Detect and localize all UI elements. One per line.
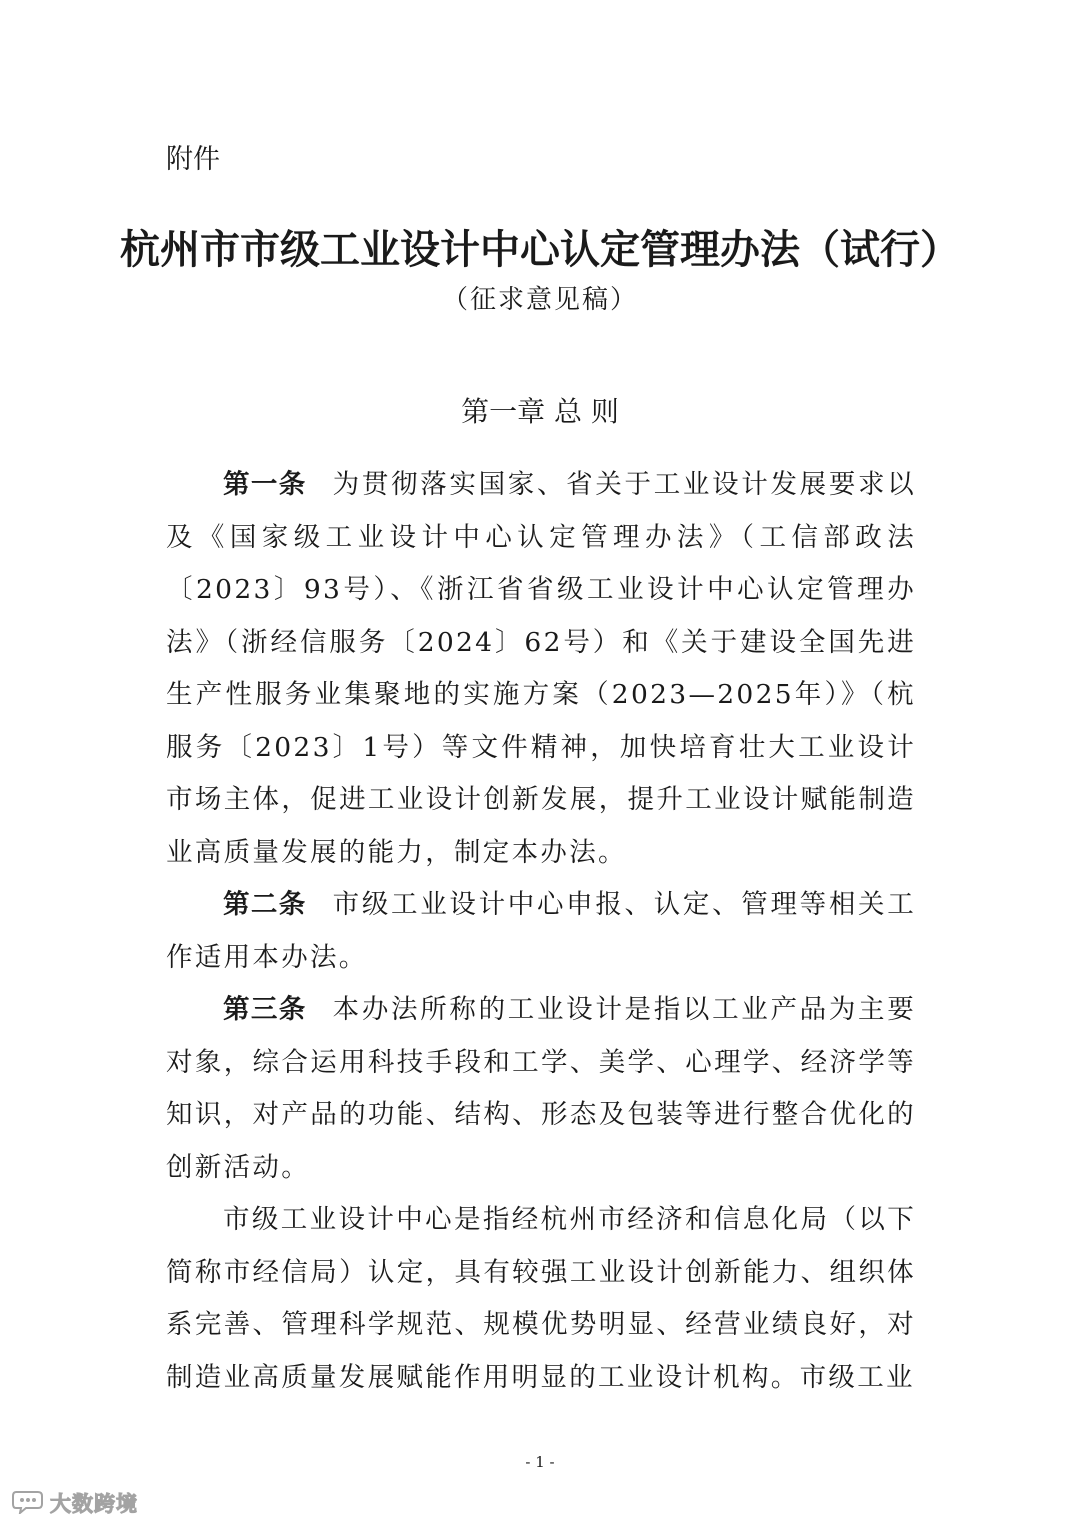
- watermark-text: 大数跨境: [50, 1492, 138, 1516]
- chapter-heading: 第一章 总 则: [461, 395, 619, 428]
- article-text: 市级工业设计中心是指经杭州市经济和信息化局（以下简称市经信局）认定，具有较强工业设计创新能力、组织体系完善、管理科学规范、规模优势明显、经营业绩良好，对制造业高质量发展赋能作用明显的工业设计机构。市级工业: [166, 1204, 916, 1393]
- document-title: 杭州市市级工业设计中心认定管理办法（试行）: [120, 226, 960, 273]
- article-label: 第三条: [223, 994, 307, 1025]
- article-text: 为贯彻落实国家、省关于工业设计发展要求以及《国家级工业设计中心认定管理办法》（工信部政法〔2023〕93号）、《浙江省省级工业设计中心认定管理办法》（浙经信服务〔2024〕62号）和《关于建设全国先进生产性服务业集聚地的实施方案（2023—2025年）》（杭服务〔2023〕1号）等文件精神，加快培育壮大工业设计市场主体，促进工业设计创新发展，提升工业设计赋能制造业高质量发展的能力，制定本办法。: [166, 469, 917, 868]
- article-text: 本办法所称的工业设计是指以工业产品为主要对象，综合运用科技手段和工学、美学、心理学、经济学等知识，对产品的功能、结构、形态及包装等进行整合优化的创新活动。: [166, 994, 917, 1183]
- article-label: 第一条: [223, 469, 307, 500]
- attachment-label: 附件: [166, 144, 220, 175]
- article-1: [166, 459, 916, 879]
- article-text: 市级工业设计中心申报、认定、管理等相关工作适用本办法。: [166, 889, 917, 973]
- article-label: 第二条: [223, 889, 307, 920]
- document-subtitle: （征求意见稿）: [441, 285, 638, 315]
- article-2: [166, 879, 916, 984]
- article-3-continued: [166, 1194, 916, 1404]
- chat-bubble-icon: [12, 1488, 46, 1518]
- article-3: [166, 984, 916, 1194]
- document-body: [166, 459, 916, 1404]
- page-number: - 1 -: [525, 1453, 555, 1471]
- watermark: [12, 1488, 138, 1518]
